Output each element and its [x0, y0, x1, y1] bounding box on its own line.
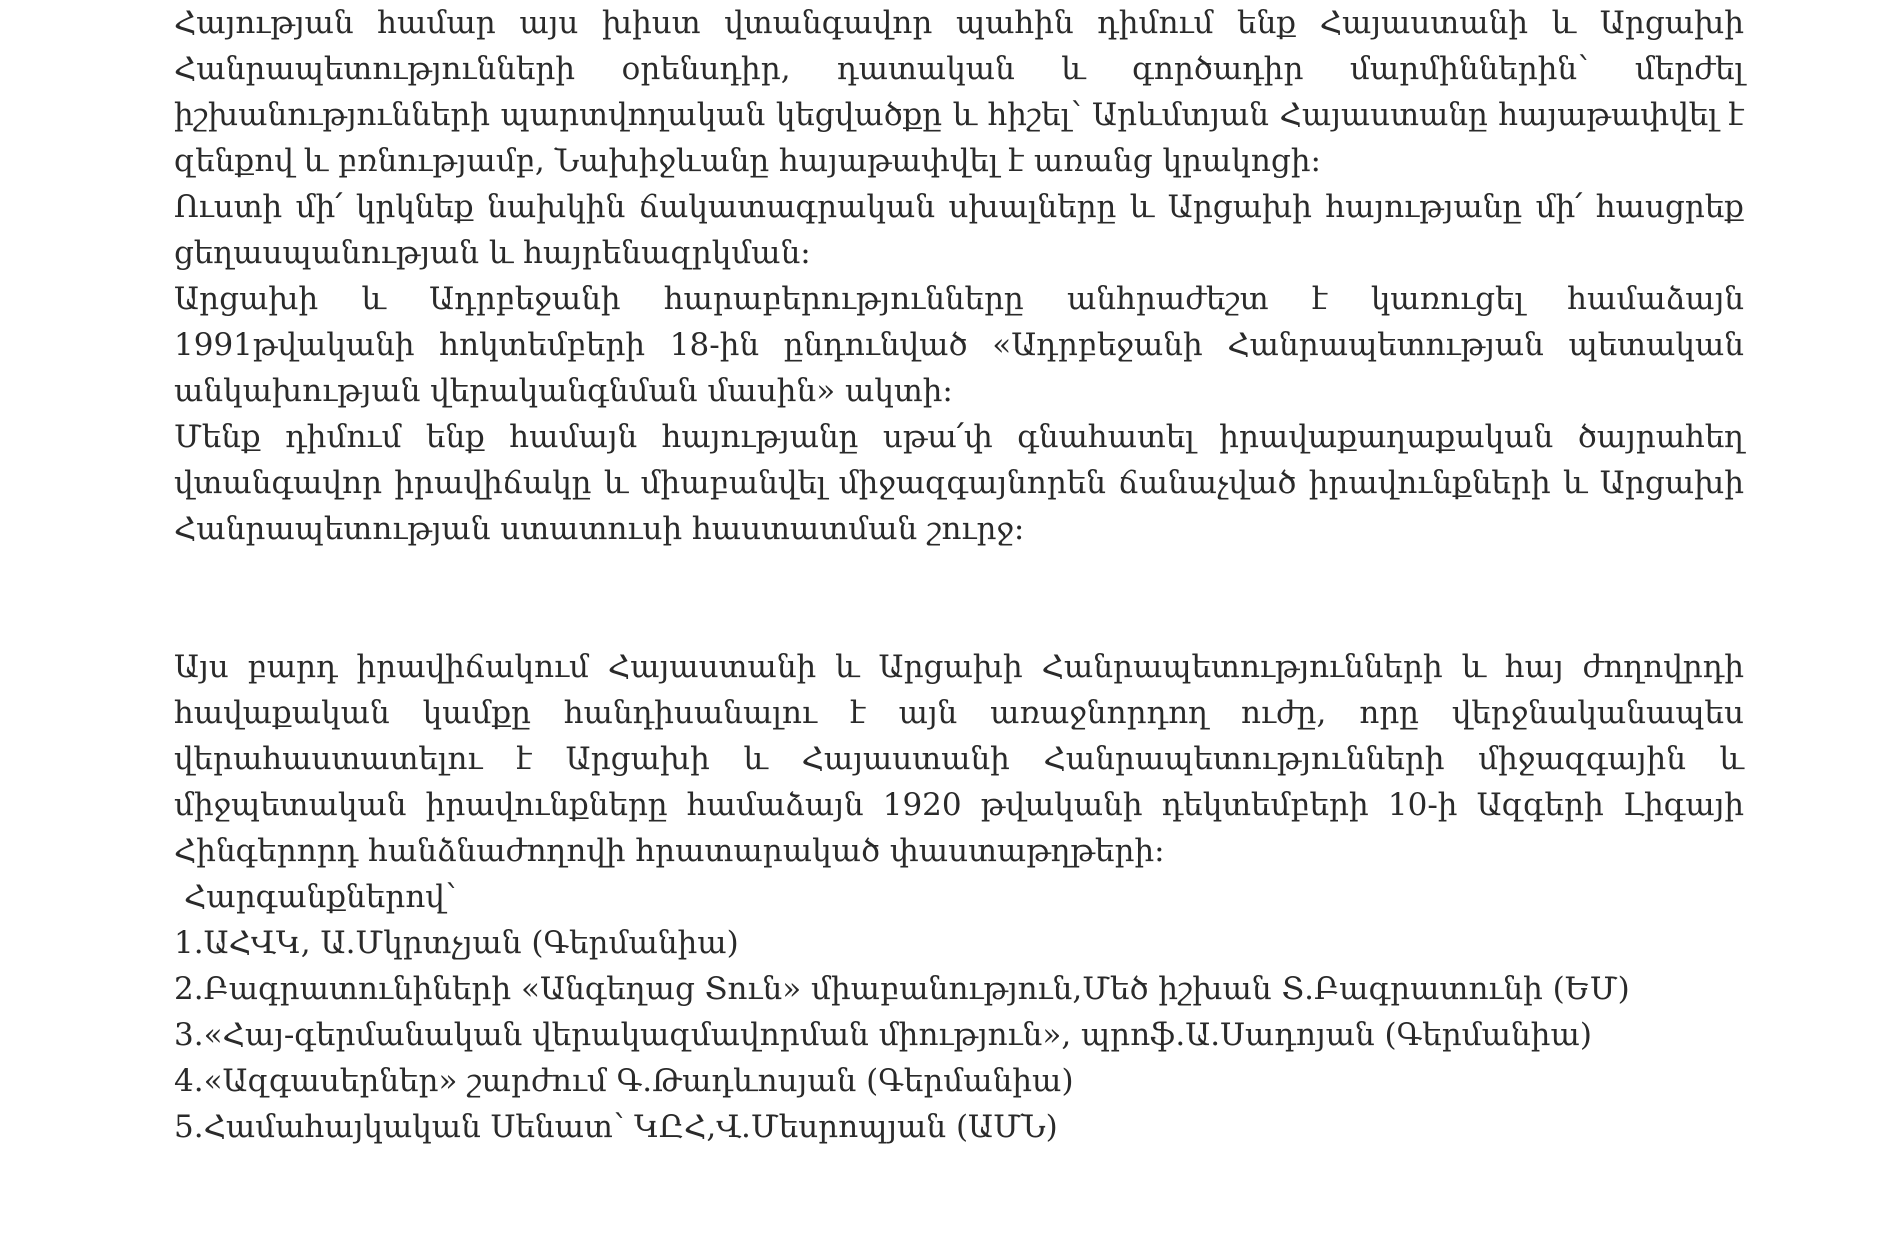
list-item: 4.«Ազգասերներ» շարժում Գ.Թադևոսյան (Գերմանիա)	[174, 1063, 1074, 1099]
list-item: 1.ԱՀՎԿ, Ա.Մկրտչյան (Գերմանիա)	[174, 925, 739, 961]
list-item: 5.Համահայկական Սենատ՝ ԿԸՀ,Վ.Մեսրոպյան (ԱՄՆ)	[174, 1109, 1058, 1145]
paragraph-appeal-4: Մենք դիմում ենք համայն հայությանը սթա՛փ գնահատել իրավաքաղաքական ծայրահեղ վտանգավոր իրավիճակը և միաբանվել միջազգայնորեն ճանաչված իրավունքների և Արցախի Հանրապետության ստատուսի հաստատման շուրջ:	[174, 419, 1744, 547]
signatories-list	[174, 920, 1744, 1150]
paragraph-appeal-2: Ուստի մի՛ կրկնեք նախկին ճակատագրական սխալները և Արցախի հայությանը մի՛ հասցրեք ցեղասպանության և հայրենազրկման:	[174, 189, 1744, 271]
list-item: 2.Բագրատունիների «Անգեղաց Տուն» միաբանություն,Մեծ իշխան Տ.Բագրատունի (ԵՄ)	[174, 971, 1630, 1007]
paragraph-gap	[174, 598, 1744, 644]
signatories-header: Հարգանքներով՝	[184, 879, 457, 915]
paragraph-conclusion: Այս բարդ իրավիճակում Հայաստանի և Արցախի Հանրապետությունների և հայ ժողովրդի հավաքական կամքը հանդիսանալու է այն առաջնորդող ուժը, որը վերջնականապես վերահաստատելու է Արցախի և Հայաստանի Հանրապետությունների միջազգային և միջպետական իրավունքները համաձայն 1920 թվականի դեկտեմբերի 10-ի Ազգերի Լիգայի Հինգերորդ հանձնաժողովի հրատարակած փաստաթղթերի:	[174, 649, 1744, 869]
paragraph-appeal-1: Հայության համար այս խիստ վտանգավոր պահին դիմում ենք Հայաստանի և Արցախի Հանրապետությունների օրենսդիր, դատական և գործադիր մարմիններին՝ մերժել իշխանությունների պարտվողական կեցվածքը և հիշել՝ Արևմտյան Հայաստանը հայաթափվել է զենքով և բռնությամբ, Նախիջևանը հայաթափվել է առանց կրակոցի:	[174, 5, 1744, 179]
list-item: 3.«Հայ-գերմանական վերակազմավորման միություն», պրոֆ.Ա.Սադոյան (Գերմանիա)	[174, 1017, 1592, 1053]
document-body	[174, 0, 1744, 1150]
paragraph-gap	[174, 552, 1744, 598]
paragraph-appeal-3: Արցախի և Ադրբեջանի հարաբերությունները անհրաժեշտ է կառուցել համաձայն 1991թվականի հոկտեմբերի 18-ին ընդունված «Ադրբեջանի Հանրապետության պետական անկախության վերականգնման մասին» ակտի:	[174, 281, 1744, 409]
